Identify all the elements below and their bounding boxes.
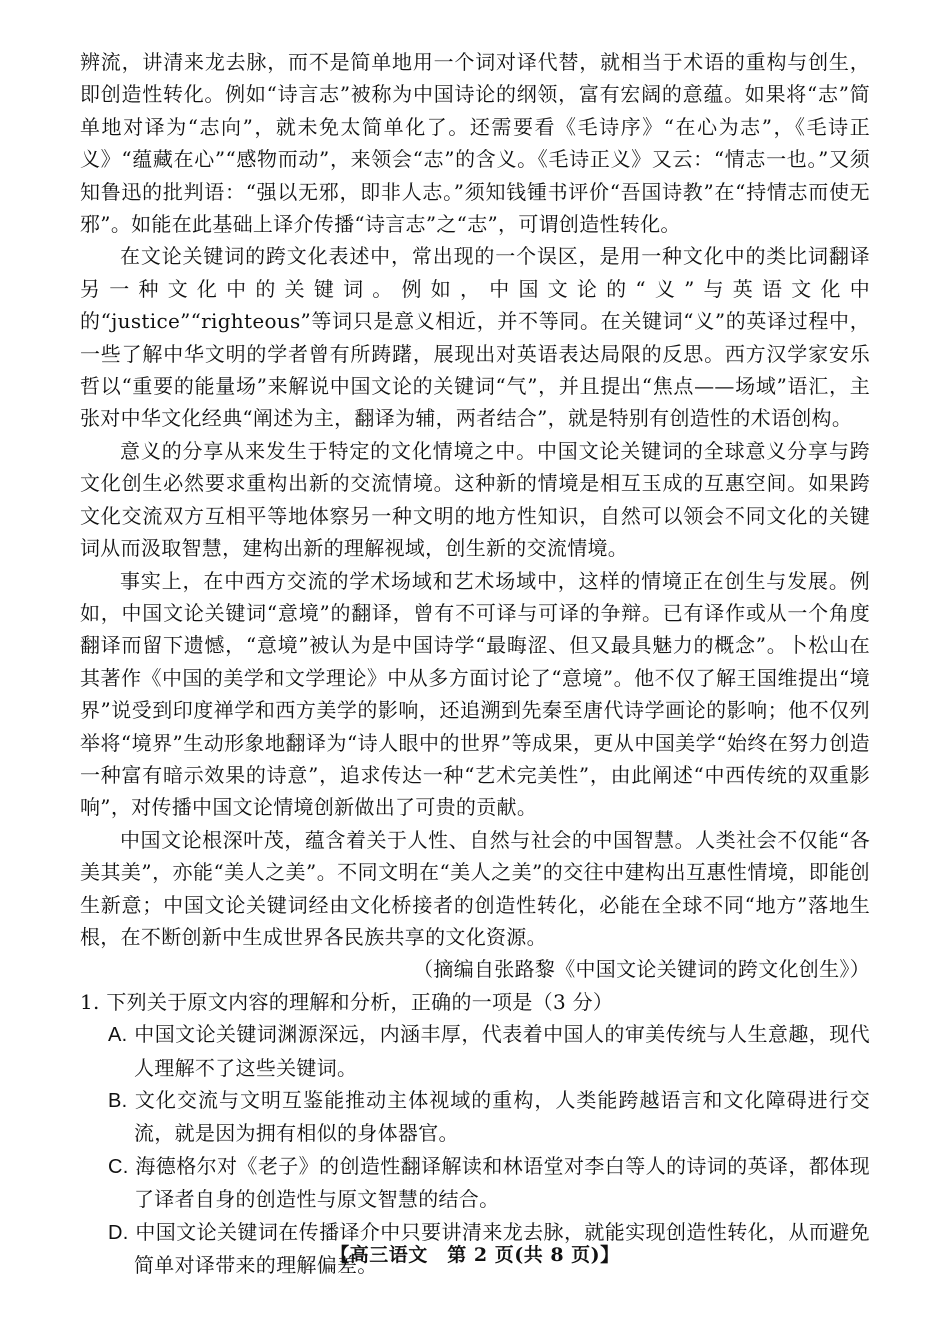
source-citation: （摘编自张路黎《中国文论关键词的跨文化创生》） xyxy=(413,957,870,982)
option-text: 中国文论关键词在传播译介中只要讲清来龙去脉，就能实现创造性转化，从而避免简单对译带来的理解偏差。 xyxy=(134,1219,870,1278)
option-letter: A. xyxy=(108,1024,128,1047)
option-text: 海德格尔对《老子》的创造性翻译解读和林语堂对李白等人的诗词的英译，都体现了译者自身的创造性与原文智慧的结合。 xyxy=(134,1153,870,1212)
paragraph-2: 在文论关键词的跨文化表述中，常出现的一个误区，是用一种文化中的类比词翻译另一种文化中的关键词。例如，中国文论的“义”与英语文化中的“justice”“righteous”等词只是意义相近，并不等同。在关键词“义”的英译过程中，一些了解中华文明的学者曾有所踌躇，展现出对英语表达局限的反思。西方汉学家安乐哲以“重要的能量场”来解说中国文论的关键词“气”，并且提出“焦点——场域”语汇，主张对中华文化经典“阐述为主，翻译为辅，两者结合”，就是特别有创造性的术语创构。 xyxy=(80,244,870,431)
paragraph-1: 辨流，讲清来龙去脉，而不是简单地用一个词对译代替，就相当于术语的重构与创生，即创造性转化。例如“诗言志”被称为中国诗论的纲领，富有宏阔的意蕴。如果将“志”简单地对译为“志向”，就未免太简单化了。还需要看《毛诗序》“在心为志”，《毛诗正义》“蕴藏在心”“感物而动”，来领会“志”的含义。《毛诗正义》又云：“情志一也。”又须知鲁迅的批判语：“强以无邪，即非人志。”须知钱锺书评价“吾国诗教”在“持情志而使无邪”。如能在此基础上译介传播“诗言志”之“志”，可谓创造性转化。 xyxy=(80,50,870,237)
option-text: 中国文论关键词渊源深远，内涵丰厚，代表着中国人的审美传统与人生意趣，现代人理解不了这些关键词。 xyxy=(134,1022,870,1080)
option-letter: D. xyxy=(108,1221,129,1244)
option-letter: C. xyxy=(108,1155,129,1178)
page-footer: 【高三语文 第 2 页(共 8 页)】 xyxy=(330,1244,620,1266)
option-letter: B. xyxy=(108,1090,128,1112)
paragraph-4: 事实上，在中西方交流的学术场域和艺术场域中，这样的情境正在创生与发展。例如，中国文论关键词“意境”的翻译，曾有不可译与可译的争辩。已有译作或从一个角度翻译而留下遗憾，“意境”被认为是中国诗学“最晦涩、但又最具魅力的概念”。卜松山在其著作《中国的美学和文学理论》中从多方面讨论了“意境”。他不仅了解王国维提出“境界”说受到印度禅学和西方美学的影响，还追溯到先秦至唐代诗学画论的影响；他不仅列举将“境界”生动形象地翻译为“诗人眼中的世界”等成果，更从中国美学“始终在努力创造一种富有暗示效果的诗意”，追求传达一种“艺术完美性”，由此阐述“中西传统的双重影响”，对传播中国文论情境创新做出了可贵的贡献。 xyxy=(80,568,870,820)
option-b xyxy=(94,1084,870,1150)
question-stem: 1. 下列关于原文内容的理解和分析，正确的一项是（3 分） xyxy=(80,989,614,1014)
option-c xyxy=(94,1150,870,1216)
option-a xyxy=(94,1018,870,1084)
paragraph-5: 中国文论根深叶茂，蕴含着关于人性、自然与社会的中国智慧。人类社会不仅能“各美其美”，亦能“美人之美”。不同文明在“美人之美”的交往中建构出互惠性情境，即能创生新意；中国文论关键词经由文化桥接者的创造性转化，必能在全球不同“地方”落地生根，在不断创新中生成世界各民族共享的文化资源。 xyxy=(80,827,870,949)
paragraph-3: 意义的分享从来发生于特定的文化情境之中。中国文论关键词的全球意义分享与跨文化创生必然要求重构出新的交流情境。这种新的情境是相互玉成的互惠空间。如果跨文化交流双方互相平等地体察另一种文明的地方性知识，自然可以领会不同文化的关键词从而汲取智慧，建构出新的理解视域，创生新的交流情境。 xyxy=(80,438,870,561)
option-text: 文化交流与文明互鉴能推动主体视域的重构，人类能跨越语言和文化障碍进行交流，就是因为拥有相似的身体器官。 xyxy=(134,1088,870,1146)
page-content xyxy=(80,46,870,1281)
